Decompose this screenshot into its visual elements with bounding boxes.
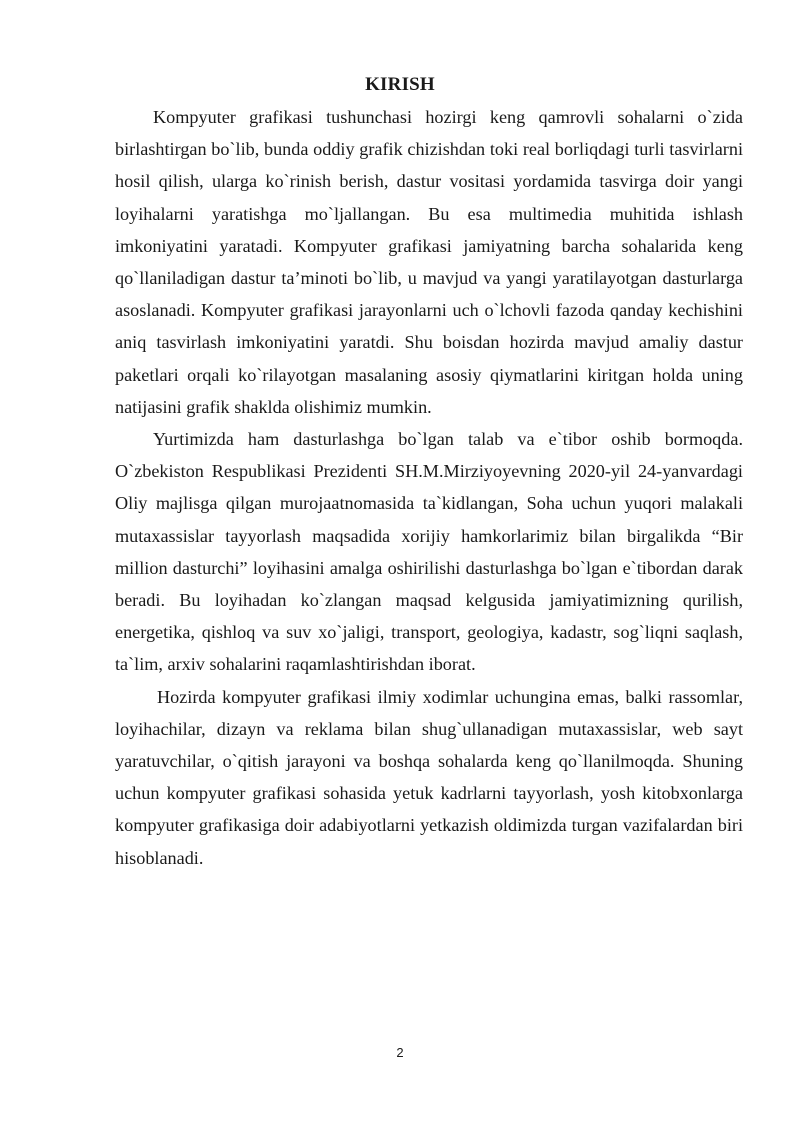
body-text <box>115 101 743 874</box>
page-title: KIRISH <box>365 74 435 95</box>
paragraph-2: Yurtimizda ham dasturlashga bo`lgan talab va e`tibor oshib bormoqda. O`zbekiston Respublikasi Prezidenti SH.M.Mirziyoyevning 2020-yil 24-yanvardagi Oliy majlisga qilgan murojaatnomasida ta`kidlangan, Soha uchun yuqori malakali mutaxassislar tayyorlash maqsadida xorijiy hamkorlarimiz bilan birgalikda “Bir million dasturchi” loyihasini amalga oshirilishi dasturlashga bo`lgan e`tibordan darak beradi. Bu loyihadan ko`zlangan maqsad kelgusida jamiyatimizning qurilish, energetika, qishloq va suv xo`jaligi, transport, geologiya, kadastr, sog`liqni saqlash, ta`lim, arxiv sohalarini raqamlashtirishdan iborat. <box>115 429 743 675</box>
paragraph-3: Hozirda kompyuter grafikasi ilmiy xodimlar uchungina emas, balki rassomlar, loyihachilar, dizayn va reklama bilan shug`ullanadigan mutaxassislar, web sayt yaratuvchilar, o`qitish jarayoni va boshqa sohalarda keng qo`llanilmoqda. Shuning uchun kompyuter grafikasi sohasida yetuk kadrlarni tayyorlash, yosh kitobxonlarga kompyuter grafikasiga doir adabiyotlarni yetkazish oldimizda turgan vazifalardan biri hisoblanadi. <box>115 686 743 868</box>
paragraph-1: Kompyuter grafikasi tushunchasi hozirgi keng qamrovli sohalarni o`zida birlashtirgan bo`lib, bunda oddiy grafik chizishdan toki real borliqdagi turli tasvirlarni hosil qilish, ularga ko`rinish berish, dastur vositasi yordamida tasvirga doir yangi loyihalarni yaratishga mo`ljallangan. Bu esa multimedia muhitida ishlash imkoniyatini yaratadi. Kompyuter grafikasi jamiyatning barcha sohalarida keng qo`llaniladigan dastur ta’minoti bo`lib, u mavjud va yangi yaratilayotgan dasturlarga asoslanadi. Kompyuter grafikasi jarayonlarni uch o`lchovli fazoda qanday kechishini aniq tasvirlash imkoniyatini yaratdi. Shu boisdan hozirda mavjud amaliy dastur paketlari orqali ko`rilayotgan masalaning asosiy qiymatlarini kiritgan holda uning natijasini grafik shaklda olishimiz mumkin. <box>115 107 743 417</box>
page-number: 2 <box>396 1045 404 1060</box>
